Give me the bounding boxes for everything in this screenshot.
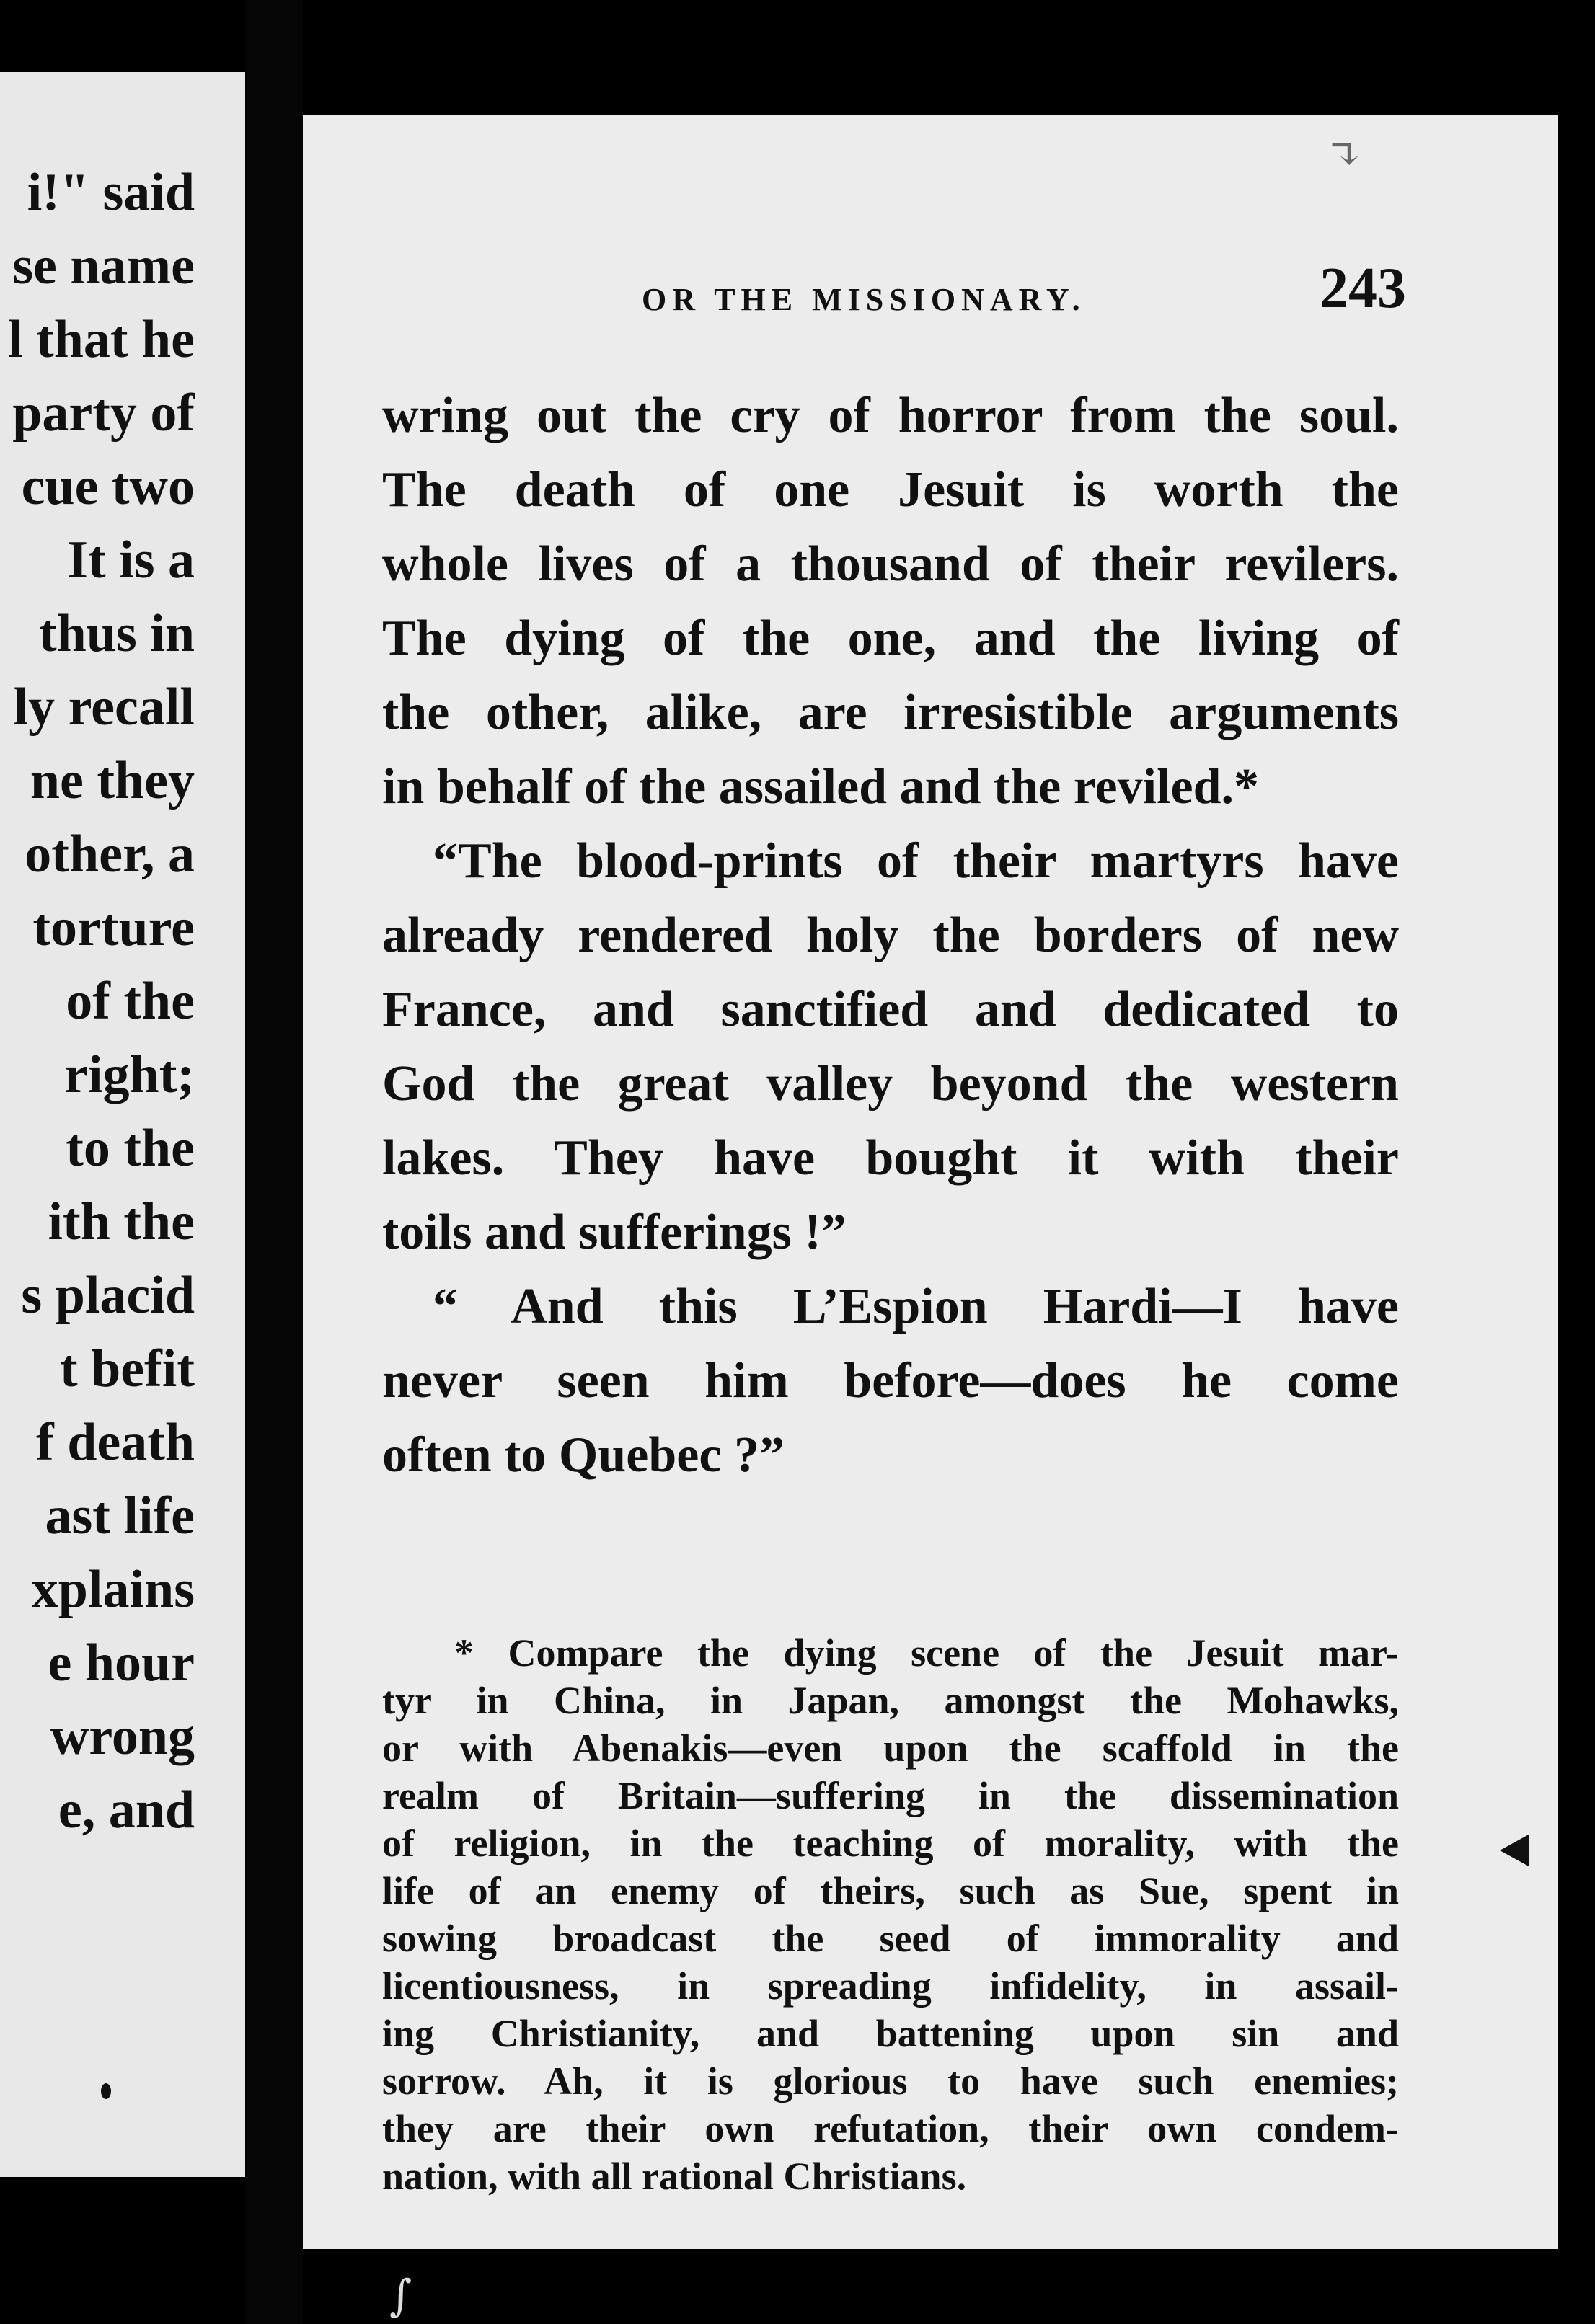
left-page-line: It is a <box>67 531 195 590</box>
footnote-line: sorrow. Ah, it is glorious to have such enemies; <box>382 2059 1399 2103</box>
left-page-line: thus in <box>39 604 195 663</box>
body-line: God the great valley beyond the western <box>382 1056 1399 1112</box>
left-page-line: f death <box>36 1413 195 1472</box>
footnote-line: life of an enemy of theirs, such as Sue, spent in <box>382 1869 1399 1912</box>
scan-mark-icon: ∫ <box>389 2271 412 2321</box>
left-page-line: se name <box>12 236 195 296</box>
body-line: often to Quebec ?” <box>382 1427 785 1483</box>
body-line: already rendered holy the borders of new <box>382 908 1399 963</box>
footnote-line: realm of Britain—suffering in the dissemination <box>382 1774 1399 1817</box>
footnote <box>382 1629 1399 2200</box>
body-text <box>382 378 1399 1492</box>
footnote-line: * Compare the dying scene of the Jesuit mar- <box>454 1631 1399 1675</box>
left-page-line: l that he <box>8 310 195 369</box>
left-page-line: e hour <box>48 1633 195 1693</box>
footnote-line: licentiousness, in spreading infidelity, in assail- <box>382 1964 1399 2008</box>
corner-mark-icon: ↴ <box>1326 130 1363 180</box>
left-page-line: i!" said <box>27 163 195 222</box>
left-page-line: cue two <box>21 457 195 516</box>
left-page-line: ly recall <box>13 678 195 737</box>
main-page <box>303 115 1558 2249</box>
page-edge-shadow <box>1558 115 1595 2249</box>
left-page-line: wrong <box>50 1707 195 1766</box>
left-page-line: party of <box>12 383 195 443</box>
running-head: OR THE MISSIONARY. <box>642 282 1086 317</box>
body-line: whole lives of a thousand of their revilers. <box>382 536 1399 592</box>
body-line: France, and sanctified and dedicated to <box>382 982 1399 1037</box>
left-page-line: other, a <box>25 825 195 884</box>
left-page-line: to the <box>66 1119 195 1178</box>
body-line: toils and sufferings !” <box>382 1205 847 1260</box>
book-gutter <box>245 0 303 2324</box>
left-page-line: of the <box>66 972 195 1031</box>
left-page-line: ast life <box>45 1486 195 1545</box>
left-page-line: ith the <box>48 1192 195 1251</box>
left-page-line: e, and <box>58 1780 195 1840</box>
left-page-line: s placid <box>21 1266 195 1325</box>
left-page-line: right; <box>64 1045 195 1104</box>
body-line: “ And this L’Espion Hardi—I have <box>433 1279 1399 1334</box>
footnote-line: sowing broadcast the seed of immorality and <box>382 1917 1399 1960</box>
page-number: 243 <box>1320 257 1406 320</box>
footnote-line: tyr in China, in Japan, amongst the Mohawks, <box>382 1679 1399 1722</box>
left-page-fragment <box>0 72 245 2177</box>
body-line: in behalf of the assailed and the reviled.* <box>382 759 1260 815</box>
footnote-line: ing Christianity, and battening upon sin and <box>382 2012 1399 2055</box>
ink-dot <box>101 2083 111 2099</box>
left-page-line: ne they <box>30 751 195 810</box>
left-page-line: t befit <box>60 1339 195 1398</box>
body-line: The death of one Jesuit is worth the <box>382 462 1399 518</box>
body-line: the other, alike, are irresistible arguments <box>382 685 1399 740</box>
footnote-line: nation, with all rational Christians. <box>382 2155 967 2198</box>
body-line: “The blood-prints of their martyrs have <box>433 833 1399 889</box>
body-line: lakes. They have bought it with their <box>382 1130 1399 1186</box>
footnote-line: they are their own refutation, their own condem- <box>382 2107 1399 2150</box>
footnote-line: of religion, in the teaching of morality, with the <box>382 1822 1399 1865</box>
footnote-line: or with Abenakis—even upon the scaffold in the <box>382 1726 1399 1770</box>
body-line: The dying of the one, and the living of <box>382 611 1399 666</box>
left-page-line: torture <box>32 898 195 957</box>
pointer-mark-icon <box>1500 1835 1529 1866</box>
left-page-line: xplains <box>31 1560 195 1619</box>
body-line: never seen him before—does he come <box>382 1353 1399 1409</box>
body-line: wring out the cry of horror from the soul. <box>382 388 1399 443</box>
